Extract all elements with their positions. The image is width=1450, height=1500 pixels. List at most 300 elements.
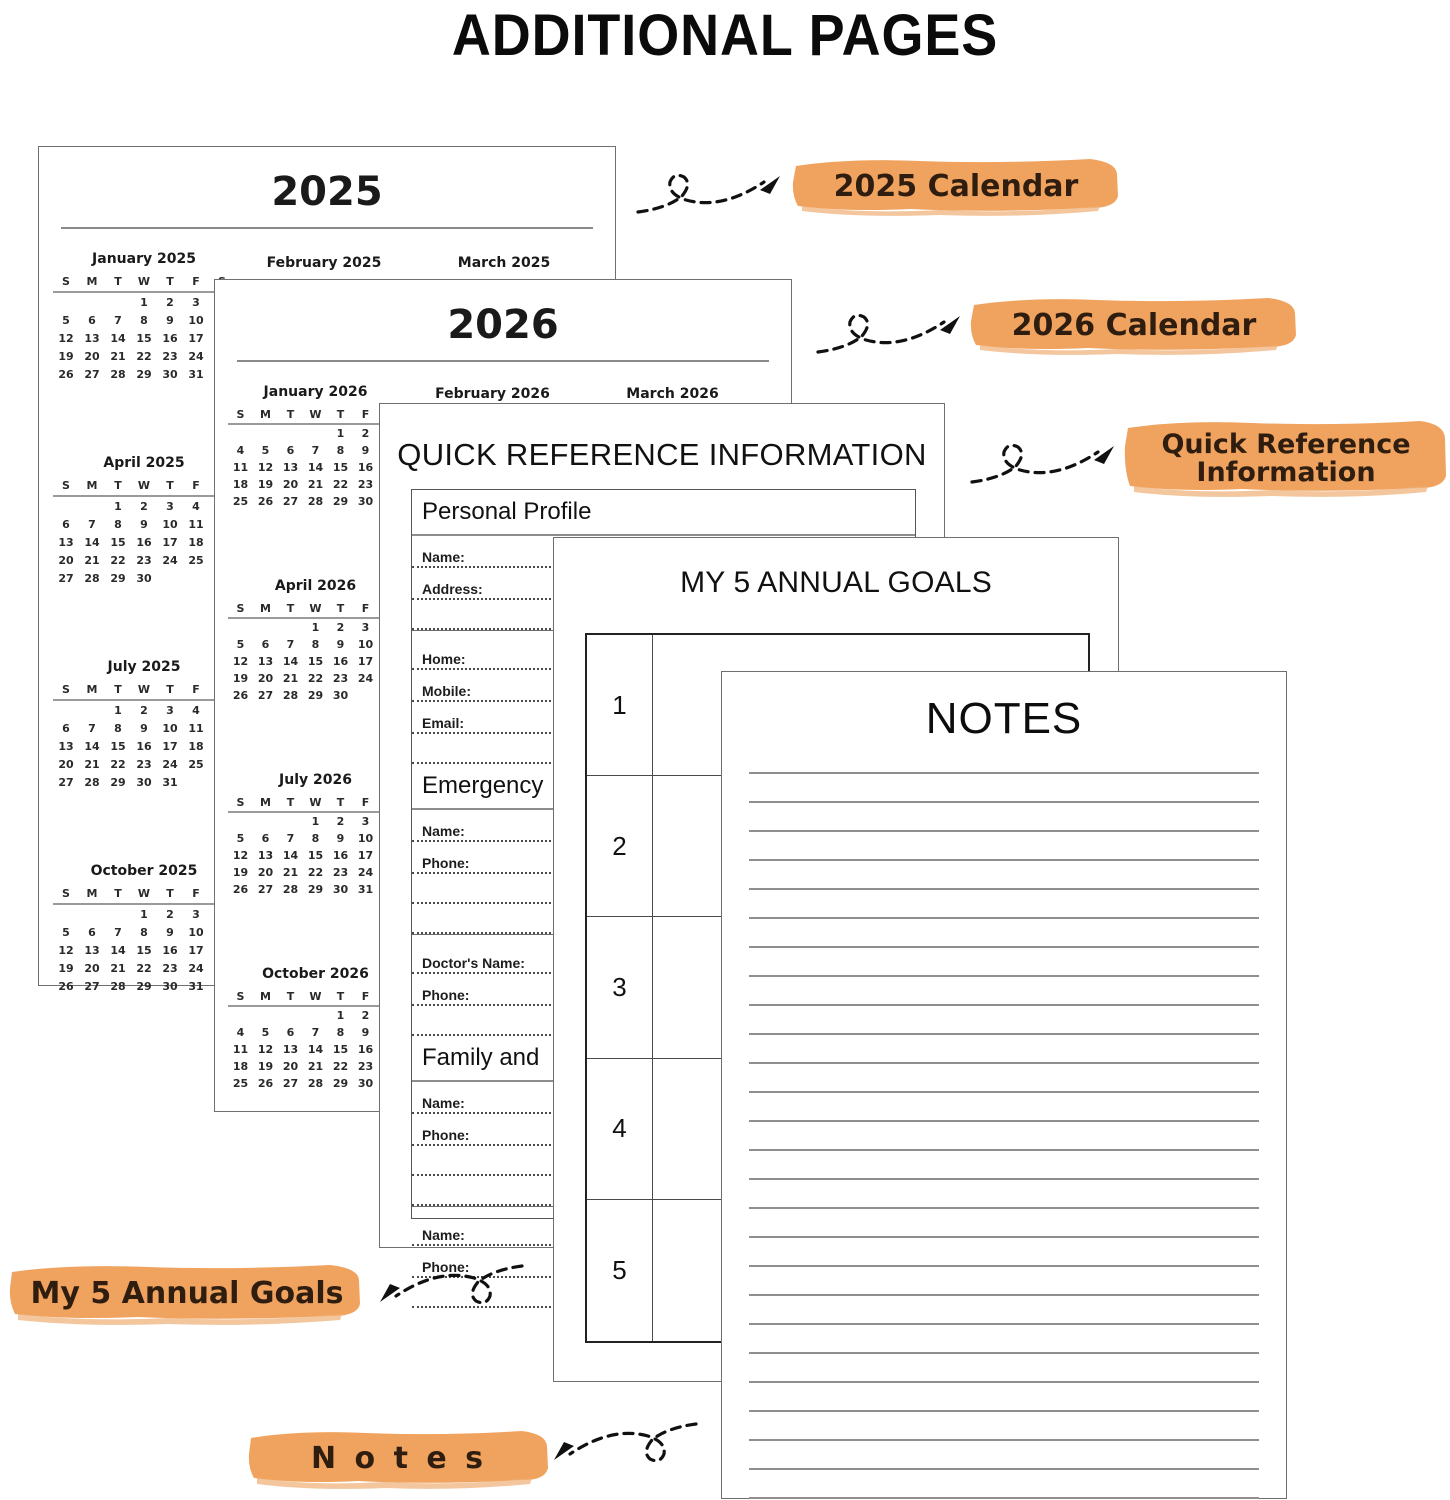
notes-line[interactable] <box>749 1294 1259 1296</box>
callout-quick-reference-label <box>1122 418 1450 500</box>
week-row <box>53 311 235 329</box>
day-cell: 16 <box>162 331 178 345</box>
day-cell: 9 <box>361 444 370 457</box>
notes-line[interactable] <box>749 1149 1259 1151</box>
month-name: April 2026 <box>274 578 357 594</box>
weekday-header: W <box>309 601 322 615</box>
calendar-2026-rule <box>237 360 769 362</box>
week-row <box>228 442 403 459</box>
notes-line[interactable] <box>749 1468 1259 1470</box>
day-cell: 17 <box>357 849 374 862</box>
day-cell: 10 <box>357 832 374 845</box>
day-cell: 5 <box>236 832 245 845</box>
notes-line[interactable] <box>749 1352 1259 1354</box>
day-cell <box>79 292 105 311</box>
day-cell: 15 <box>110 535 126 549</box>
day-cell: 22 <box>332 478 349 491</box>
month-block <box>49 863 239 995</box>
day-cell: 1 <box>140 295 148 309</box>
week-row <box>53 292 235 311</box>
day-cell: 1 <box>336 427 345 440</box>
day-cell: 16 <box>162 943 178 957</box>
callout-2026-calendar-label: 2026 Calendar <box>1011 307 1257 343</box>
callout-annual-goals-label: My 5 Annual Goals <box>30 1275 344 1311</box>
day-cell: 28 <box>307 495 324 508</box>
day-cell <box>183 569 209 587</box>
week-row <box>53 515 235 533</box>
day-cell: 21 <box>282 866 299 879</box>
day-cell: 19 <box>232 672 249 685</box>
quick-reference-field[interactable]: Phone: <box>412 842 915 874</box>
day-cell: 24 <box>357 672 374 685</box>
weekday-header: T <box>166 887 174 900</box>
day-cell: 23 <box>136 757 152 771</box>
weekday-header: F <box>192 683 200 696</box>
day-cell: 29 <box>307 689 324 702</box>
weekday-header: S <box>236 601 245 615</box>
notes-line[interactable] <box>749 1236 1259 1238</box>
month-name: January 2025 <box>92 251 196 267</box>
day-cell: 2 <box>361 427 370 440</box>
day-cell <box>157 569 183 587</box>
day-cell: 15 <box>307 849 324 862</box>
day-cell <box>253 1006 278 1024</box>
day-cell: 7 <box>114 313 122 327</box>
day-cell: 3 <box>192 295 200 309</box>
day-cell: 19 <box>58 961 74 975</box>
day-cell: 10 <box>162 721 178 735</box>
day-cell: 2 <box>336 621 345 634</box>
day-cell: 13 <box>257 655 274 668</box>
day-cell: 12 <box>58 331 74 345</box>
day-cell <box>53 700 79 719</box>
day-cell: 23 <box>332 672 349 685</box>
notes-line[interactable] <box>749 772 1259 774</box>
day-cell: 12 <box>257 1043 274 1056</box>
month-grid <box>228 988 403 1092</box>
day-cell: 12 <box>232 655 249 668</box>
week-row <box>228 653 403 670</box>
callout-quick-reference <box>1122 418 1450 500</box>
notes-line[interactable] <box>749 1410 1259 1412</box>
day-cell: 7 <box>88 517 96 531</box>
day-cell <box>278 812 303 830</box>
month-grid <box>228 794 403 898</box>
weekday-header: S <box>236 407 245 421</box>
month-column <box>49 251 239 995</box>
day-cell: 20 <box>84 961 100 975</box>
week-row <box>228 1075 403 1092</box>
day-cell <box>53 904 79 923</box>
day-cell: 30 <box>332 689 349 702</box>
day-cell: 24 <box>162 757 178 771</box>
goal-number: 3 <box>587 917 653 1057</box>
month-name: February 2026 <box>435 386 550 402</box>
day-cell: 19 <box>58 349 74 363</box>
arrow-to-quick-reference <box>968 430 1128 492</box>
weekday-header: W <box>309 407 322 421</box>
day-cell: 17 <box>188 943 204 957</box>
week-row <box>228 1024 403 1041</box>
day-cell: 25 <box>232 495 249 508</box>
day-cell: 14 <box>282 655 299 668</box>
callout-notes <box>246 1428 552 1490</box>
day-cell: 24 <box>188 349 204 363</box>
month-name: October 2026 <box>262 966 369 982</box>
callout-2025-calendar-label: 2025 Calendar <box>833 168 1079 204</box>
weekday-header: M <box>86 275 98 288</box>
week-row <box>53 347 235 365</box>
week-row <box>228 687 403 704</box>
day-cell: 29 <box>332 495 349 508</box>
callout-quick-reference-line: Quick Reference <box>1161 429 1411 461</box>
day-cell: 30 <box>162 367 178 381</box>
notes-line[interactable] <box>749 859 1259 861</box>
weekday-header: T <box>166 683 174 696</box>
day-cell: 21 <box>84 757 100 771</box>
notes-line[interactable] <box>749 1062 1259 1064</box>
day-cell: 27 <box>84 979 100 993</box>
quick-reference-field[interactable]: Name: <box>412 1082 915 1114</box>
week-row <box>53 551 235 569</box>
weekday-header: S <box>236 989 245 1003</box>
day-cell: 4 <box>236 444 245 457</box>
day-cell: 27 <box>84 367 100 381</box>
day-cell: 9 <box>140 517 148 531</box>
week-row <box>53 959 235 977</box>
weekday-header: S <box>62 479 70 492</box>
day-cell: 3 <box>166 499 174 513</box>
day-cell: 2 <box>336 815 345 828</box>
day-cell: 26 <box>232 883 249 896</box>
day-cell: 24 <box>357 866 374 879</box>
weekday-header: F <box>192 275 200 288</box>
day-cell: 21 <box>110 349 126 363</box>
day-cell: 23 <box>162 349 178 363</box>
weekday-header: F <box>361 989 370 1003</box>
notes-line[interactable] <box>749 1178 1259 1180</box>
day-cell: 24 <box>162 553 178 567</box>
day-cell: 8 <box>311 832 320 845</box>
notes-line[interactable] <box>749 917 1259 919</box>
day-cell: 31 <box>162 775 178 789</box>
day-cell: 27 <box>58 775 74 789</box>
week-row <box>53 365 235 383</box>
quick-reference-field[interactable]: Home: <box>412 638 915 670</box>
month-name: July 2025 <box>107 659 181 675</box>
weekday-header: S <box>236 795 245 809</box>
notes-line[interactable] <box>749 1265 1259 1267</box>
day-cell: 30 <box>357 495 374 508</box>
day-cell: 21 <box>282 672 299 685</box>
day-cell: 8 <box>114 721 122 735</box>
week-row <box>228 493 403 510</box>
week-row <box>53 496 235 515</box>
weekday-header: M <box>260 407 271 421</box>
day-cell: 13 <box>257 849 274 862</box>
day-cell: 27 <box>257 689 274 702</box>
day-cell: 20 <box>84 349 100 363</box>
week-row <box>228 812 403 830</box>
notes-line[interactable] <box>749 1033 1259 1035</box>
week-row <box>53 569 235 587</box>
day-cell: 1 <box>114 703 122 717</box>
day-cell: 22 <box>136 349 152 363</box>
day-cell: 6 <box>286 1026 295 1039</box>
weekday-header: W <box>137 683 151 696</box>
weekday-header: T <box>336 989 345 1003</box>
day-cell: 28 <box>84 775 100 789</box>
arrow-to-annual-goals <box>366 1262 526 1324</box>
day-cell: 6 <box>286 444 295 457</box>
week-row <box>53 719 235 737</box>
week-row <box>53 329 235 347</box>
day-cell: 16 <box>136 535 152 549</box>
day-cell <box>79 700 105 719</box>
day-cell: 13 <box>84 943 100 957</box>
day-cell: 24 <box>188 961 204 975</box>
day-cell: 14 <box>110 331 126 345</box>
notes-line[interactable] <box>749 1381 1259 1383</box>
day-cell: 28 <box>282 883 299 896</box>
weekday-header: F <box>361 407 370 421</box>
day-cell: 25 <box>188 757 204 771</box>
goal-number: 5 <box>587 1200 653 1341</box>
notes-line[interactable] <box>749 1120 1259 1122</box>
day-cell: 14 <box>307 461 324 474</box>
notes-line[interactable] <box>749 1091 1259 1093</box>
quick-reference-field[interactable]: Doctor's Name: <box>412 942 915 974</box>
month-name: January 2026 <box>263 384 368 400</box>
notes-line[interactable] <box>749 946 1259 948</box>
month-grid <box>53 273 235 383</box>
day-cell <box>253 618 278 636</box>
day-cell: 29 <box>307 883 324 896</box>
week-row <box>53 977 235 995</box>
day-cell: 19 <box>257 478 274 491</box>
day-cell: 29 <box>110 571 126 585</box>
day-cell <box>105 292 131 311</box>
day-cell: 26 <box>232 689 249 702</box>
weekday-header: W <box>137 275 151 288</box>
notes-line[interactable] <box>749 1207 1259 1209</box>
weekday-header: T <box>336 601 345 615</box>
arrow-to-2026-calendar <box>814 300 974 362</box>
day-cell: 6 <box>261 638 270 651</box>
day-cell: 7 <box>286 832 295 845</box>
day-cell: 12 <box>257 461 274 474</box>
day-cell: 15 <box>136 943 152 957</box>
annual-goals-title: MY 5 ANNUAL GOALS <box>680 566 992 599</box>
notes-line[interactable] <box>749 1323 1259 1325</box>
day-cell: 23 <box>136 553 152 567</box>
day-cell <box>228 618 253 636</box>
week-row <box>53 700 235 719</box>
quick-reference-field[interactable]: Name: <box>412 536 915 568</box>
day-cell: 28 <box>110 979 126 993</box>
weekday-header: T <box>286 407 295 421</box>
day-cell <box>278 618 303 636</box>
day-cell <box>303 424 328 442</box>
day-cell: 5 <box>261 1026 270 1039</box>
quick-reference-field[interactable]: Phone: <box>412 1246 915 1278</box>
weekday-header: W <box>309 989 322 1003</box>
weekday-header: S <box>62 275 70 288</box>
day-cell: 11 <box>188 721 204 735</box>
notes-line[interactable] <box>749 801 1259 803</box>
weekday-header: T <box>114 887 122 900</box>
day-cell: 21 <box>110 961 126 975</box>
day-cell: 22 <box>307 866 324 879</box>
day-cell: 16 <box>357 461 374 474</box>
day-cell: 29 <box>332 1077 349 1090</box>
day-cell: 7 <box>88 721 96 735</box>
day-cell: 12 <box>58 943 74 957</box>
week-row <box>228 864 403 881</box>
day-cell: 14 <box>84 535 100 549</box>
month-name: February 2025 <box>266 255 382 271</box>
calendar-2025-rule <box>61 227 593 229</box>
day-cell <box>53 496 79 515</box>
week-row <box>228 476 403 493</box>
day-cell: 14 <box>307 1043 324 1056</box>
day-cell: 16 <box>357 1043 374 1056</box>
day-cell: 22 <box>307 672 324 685</box>
notes-line[interactable] <box>749 975 1259 977</box>
week-row <box>228 830 403 847</box>
weekday-header: F <box>361 795 370 809</box>
day-cell: 1 <box>114 499 122 513</box>
weekday-header: M <box>86 683 98 696</box>
month-name: April 2025 <box>103 455 185 471</box>
day-cell: 27 <box>282 1077 299 1090</box>
day-cell: 14 <box>84 739 100 753</box>
day-cell: 17 <box>188 331 204 345</box>
goal-number: 2 <box>587 776 653 916</box>
month-grid <box>228 406 403 510</box>
day-cell: 2 <box>140 499 148 513</box>
day-cell: 9 <box>336 638 345 651</box>
day-cell: 9 <box>140 721 148 735</box>
notes-line[interactable] <box>749 1439 1259 1441</box>
weekday-header: W <box>137 479 151 492</box>
day-cell: 27 <box>257 883 274 896</box>
day-cell: 28 <box>282 689 299 702</box>
day-cell: 6 <box>62 721 70 735</box>
day-cell: 15 <box>136 331 152 345</box>
day-cell: 11 <box>232 461 249 474</box>
day-cell: 10 <box>188 313 204 327</box>
notes-line[interactable] <box>749 888 1259 890</box>
day-cell <box>228 812 253 830</box>
notes-line[interactable] <box>749 1497 1259 1499</box>
quick-reference-field[interactable]: Phone: <box>412 1114 915 1146</box>
month-grid <box>53 681 235 791</box>
day-cell: 8 <box>140 313 148 327</box>
calendar-2025-year: 2025 <box>271 169 383 215</box>
week-row <box>53 923 235 941</box>
day-cell: 18 <box>188 739 204 753</box>
day-cell: 31 <box>188 367 204 381</box>
day-cell <box>253 812 278 830</box>
day-cell: 20 <box>58 553 74 567</box>
weekday-header: M <box>260 795 271 809</box>
weekday-header: M <box>86 887 98 900</box>
weekday-header: M <box>260 601 271 615</box>
day-cell: 23 <box>162 961 178 975</box>
callout-2025-calendar <box>790 156 1122 218</box>
day-cell: 15 <box>332 1043 349 1056</box>
page-title: ADDITIONAL PAGES <box>451 3 999 68</box>
day-cell: 6 <box>88 925 96 939</box>
day-cell: 8 <box>311 638 320 651</box>
week-row <box>228 1006 403 1024</box>
day-cell: 5 <box>261 444 270 457</box>
quick-reference-field[interactable]: Phone: <box>412 974 915 1006</box>
day-cell: 4 <box>192 703 200 717</box>
day-cell: 9 <box>336 832 345 845</box>
day-cell: 7 <box>311 1026 320 1039</box>
week-row <box>228 1058 403 1075</box>
day-cell: 14 <box>282 849 299 862</box>
day-cell: 26 <box>58 979 74 993</box>
day-cell: 17 <box>162 535 178 549</box>
week-row <box>228 1041 403 1058</box>
quick-reference-section-heading: Family and <box>412 1036 915 1082</box>
day-cell: 26 <box>257 1077 274 1090</box>
week-row <box>228 847 403 864</box>
day-cell: 7 <box>286 638 295 651</box>
day-cell: 28 <box>84 571 100 585</box>
weekday-header: T <box>114 479 122 492</box>
day-cell: 31 <box>188 979 204 993</box>
month-name: July 2026 <box>279 772 352 788</box>
day-cell: 10 <box>188 925 204 939</box>
arrow-to-2025-calendar <box>634 160 794 222</box>
day-cell: 16 <box>332 849 349 862</box>
month-grid <box>228 600 403 704</box>
quick-reference-field[interactable]: Name: <box>412 1214 915 1246</box>
day-cell: 20 <box>58 757 74 771</box>
goal-number: 4 <box>587 1059 653 1199</box>
weekday-header: T <box>286 795 295 809</box>
day-cell: 29 <box>136 979 152 993</box>
week-row <box>53 773 235 791</box>
day-cell <box>79 496 105 515</box>
day-cell: 14 <box>110 943 126 957</box>
notes-line[interactable] <box>749 1004 1259 1006</box>
day-cell: 21 <box>307 1060 324 1073</box>
day-cell: 28 <box>307 1077 324 1090</box>
weekday-header: T <box>166 479 174 492</box>
notes-line[interactable] <box>749 830 1259 832</box>
day-cell: 5 <box>62 313 70 327</box>
quick-reference-field[interactable]: Mobile: <box>412 670 915 702</box>
day-cell: 13 <box>58 535 74 549</box>
week-row <box>53 904 235 923</box>
day-cell: 21 <box>307 478 324 491</box>
day-cell: 23 <box>357 1060 374 1073</box>
day-cell: 19 <box>232 866 249 879</box>
weekday-header: M <box>260 989 271 1003</box>
quick-reference-field[interactable]: Name: <box>412 810 915 842</box>
day-cell: 6 <box>261 832 270 845</box>
day-cell: 27 <box>282 495 299 508</box>
quick-reference-field[interactable]: Email: <box>412 702 915 734</box>
day-cell: 28 <box>110 367 126 381</box>
day-cell: 8 <box>336 444 345 457</box>
quick-reference-field[interactable]: Address: <box>412 568 915 600</box>
